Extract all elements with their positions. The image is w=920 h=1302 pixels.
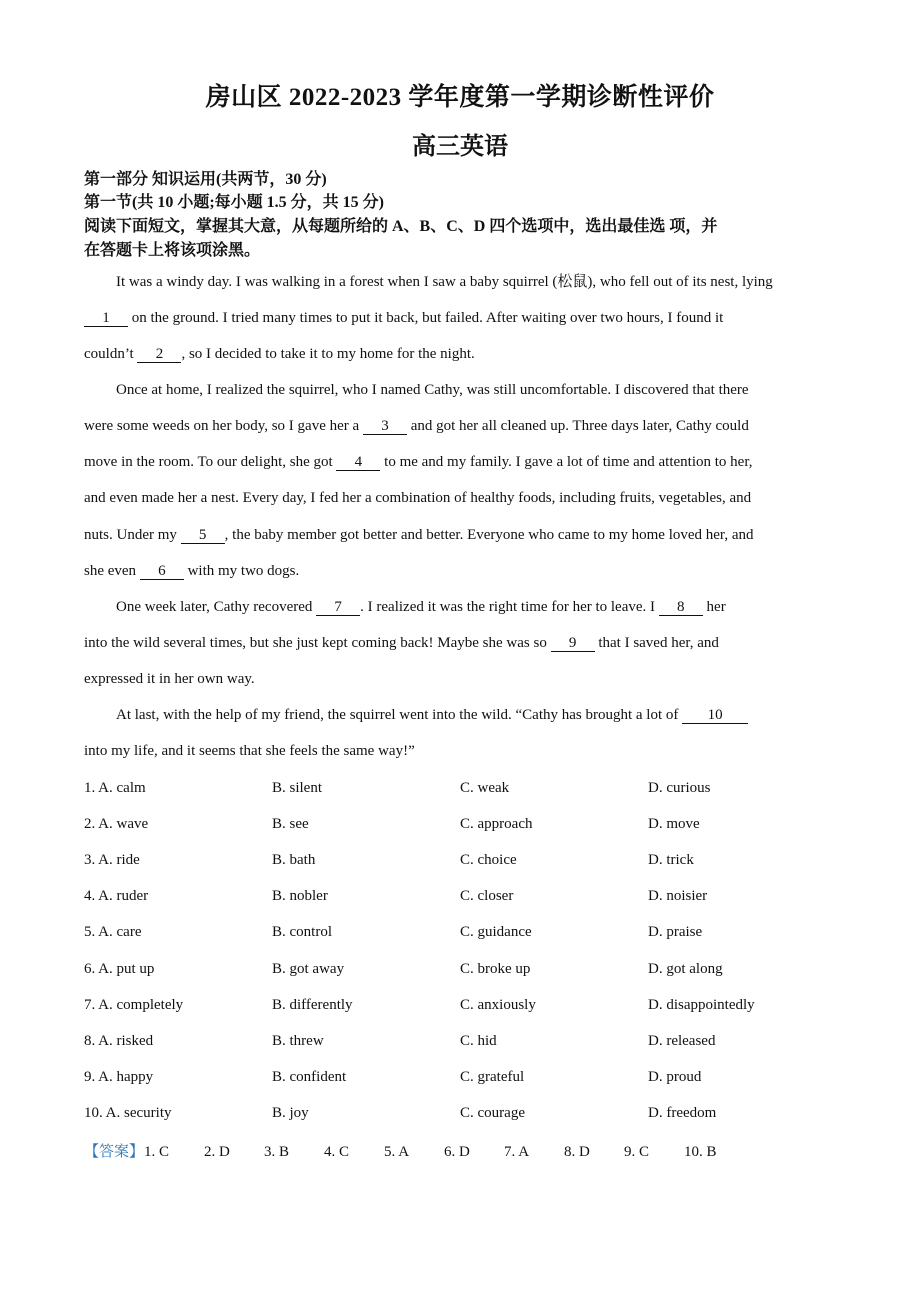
passage-line xyxy=(84,525,753,545)
option-d: D. disappointedly xyxy=(648,997,755,1013)
blank-2: 2 xyxy=(137,347,181,363)
option-c: C. anxiously xyxy=(460,997,536,1013)
answer-item: 2. D xyxy=(204,1144,230,1160)
passage-text: her xyxy=(702,599,726,615)
passage-text: and got her all cleaned up. Three days later, Cathy could xyxy=(406,418,749,434)
section-heading: 第一节(共 10 小题;每小题 1.5 分，共 15 分) xyxy=(84,194,384,211)
option-a: 2. A. wave xyxy=(84,816,149,832)
option-b: B. silent xyxy=(272,780,323,796)
passage-text: were some weeds on her body, so I gave her a xyxy=(84,418,363,434)
passage-line xyxy=(84,561,299,581)
option-b: B. nobler xyxy=(272,888,328,904)
answer-key xyxy=(84,1140,744,1161)
answer-item: 7. A xyxy=(504,1144,530,1160)
option-d: D. proud xyxy=(648,1069,702,1085)
passage-line xyxy=(84,416,749,436)
option-b: B. see xyxy=(272,816,309,832)
option-c: C. approach xyxy=(460,816,533,832)
answer-item: 4. C xyxy=(324,1144,350,1160)
passage-line: into my life, and it seems that she feels the same way!” xyxy=(84,743,415,759)
passage-line: and even made her a nest. Every day, I fed her a combination of healthy foods, including fruits, vegetables, and xyxy=(84,490,752,506)
answer-item: 3. B xyxy=(264,1144,290,1160)
option-b: B. bath xyxy=(272,852,316,868)
option-b: B. joy xyxy=(272,1105,309,1121)
passage-text: into the wild several times, but she just kept coming back! Maybe she was so xyxy=(84,635,551,651)
passage-line xyxy=(84,344,475,364)
option-b: B. got away xyxy=(272,961,345,977)
option-d: D. move xyxy=(648,816,700,832)
option-c: C. weak xyxy=(460,780,510,796)
answer-item: 8. D xyxy=(564,1144,590,1160)
option-d: D. trick xyxy=(648,852,694,868)
option-d: D. released xyxy=(648,1033,716,1049)
blank-10: 10 xyxy=(682,708,748,724)
blank-6: 6 xyxy=(140,564,184,580)
option-c: C. broke up xyxy=(460,961,531,977)
passage-line xyxy=(84,633,719,653)
passage-text: that I saved her, and xyxy=(594,635,719,651)
passage-line xyxy=(84,308,723,328)
option-b: B. confident xyxy=(272,1069,347,1085)
blank-9: 9 xyxy=(551,636,595,652)
blank-3: 3 xyxy=(363,419,407,435)
option-d: D. got along xyxy=(648,961,723,977)
option-b: B. differently xyxy=(272,997,353,1013)
part-heading: 第一部分 知识运用(共两节，30 分) xyxy=(84,171,327,188)
option-c: C. guidance xyxy=(460,924,532,940)
passage-line: Once at home, I realized the squirrel, who I named Cathy, was still uncomfortable. I discovered that there xyxy=(116,382,749,398)
page-title: 房山区 2022-2023 学年度第一学期诊断性评价 xyxy=(205,84,715,111)
option-c: C. closer xyxy=(460,888,514,904)
option-c: C. choice xyxy=(460,852,517,868)
blank-4: 4 xyxy=(336,455,380,471)
passage-text: on the ground. I tried many times to put it back, but failed. After waiting over two hours, I found it xyxy=(128,310,724,326)
directions-line-2: 在答题卡上将该项涂黑。 xyxy=(84,242,261,259)
blank-1: 1 xyxy=(84,311,128,327)
option-a: 1. A. calm xyxy=(84,780,146,796)
blank-7: 7 xyxy=(316,600,360,616)
passage-text: move in the room. To our delight, she got xyxy=(84,454,337,470)
passage-text: One week later, Cathy recovered xyxy=(116,599,317,615)
passage-text: nuts. Under my xyxy=(84,527,181,543)
passage-text: she even xyxy=(84,563,140,579)
option-d: D. noisier xyxy=(648,888,708,904)
option-c: C. courage xyxy=(460,1105,525,1121)
passage-line xyxy=(84,452,752,472)
option-b: B. control xyxy=(272,924,332,940)
answer-item: 6. D xyxy=(444,1144,470,1160)
option-a: 7. A. completely xyxy=(84,997,184,1013)
passage-text: with my two dogs. xyxy=(183,563,300,579)
option-a: 4. A. ruder xyxy=(84,888,149,904)
option-a: 9. A. happy xyxy=(84,1069,154,1085)
option-c: C. grateful xyxy=(460,1069,525,1085)
passage-text: At last, with the help of my friend, the squirrel went into the wild. “Cathy has brought a lot of xyxy=(116,707,683,723)
passage-text: , the baby member got better and better. Everyone who came to my home loved her, and xyxy=(224,527,754,543)
directions-line-1: 阅读下面短文，掌握其大意，从每题所给的 A、B、C、D 四个选项中，选出最佳选 项，并 xyxy=(84,218,718,235)
option-a: 3. A. ride xyxy=(84,852,140,868)
blank-5: 5 xyxy=(181,528,225,544)
page-subtitle: 高三英语 xyxy=(412,134,508,160)
passage-line xyxy=(116,597,726,617)
option-b: B. threw xyxy=(272,1033,324,1049)
passage-text: . I realized it was the right time for her to leave. I xyxy=(360,599,659,615)
option-d: D. freedom xyxy=(648,1105,717,1121)
answer-item: 9. C xyxy=(624,1144,650,1160)
passage-line: It was a windy day. I was walking in a forest when I saw a baby squirrel (松鼠), who fell out of its nest, lying xyxy=(116,274,773,290)
passage-line xyxy=(116,705,748,725)
answer-item: 10. B xyxy=(684,1144,717,1160)
passage-text: to me and my family. I gave a lot of time and attention to her, xyxy=(380,454,753,470)
option-a: 6. A. put up xyxy=(84,961,155,977)
passage-text: couldn’t xyxy=(84,346,138,362)
option-d: D. praise xyxy=(648,924,703,940)
answer-item: 1. C xyxy=(144,1144,170,1160)
option-c: C. hid xyxy=(460,1033,497,1049)
passage-text: , so I decided to take it to my home for the night. xyxy=(181,346,475,362)
option-a: 5. A. care xyxy=(84,924,142,940)
passage-line: expressed it in her own way. xyxy=(84,671,255,687)
option-d: D. curious xyxy=(648,780,711,796)
option-a: 10. A. security xyxy=(84,1105,172,1121)
blank-8: 8 xyxy=(659,600,703,616)
answer-item: 5. A xyxy=(384,1144,410,1160)
answer-label: 【答案】 xyxy=(84,1144,145,1160)
option-a: 8. A. risked xyxy=(84,1033,154,1049)
